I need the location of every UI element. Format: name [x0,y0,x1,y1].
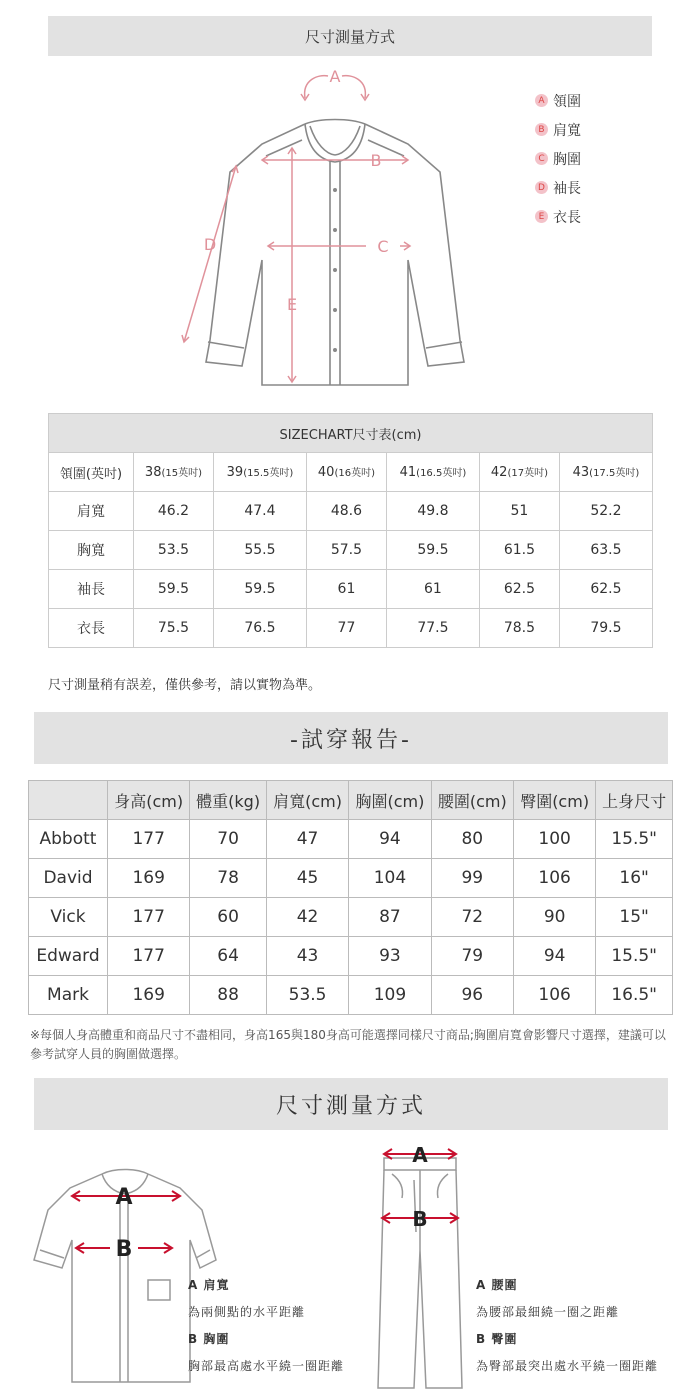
cell: 57.5 [306,531,386,570]
cell: 109 [349,976,431,1015]
cell: Edward [29,937,108,976]
legend-key: B [535,123,548,136]
legend-label: 領圍 [553,93,581,110]
cell: 177 [108,898,190,937]
table-row [49,492,653,531]
row-label: 肩寬 [49,492,134,531]
trial-report-table [28,780,673,1015]
cell: 59.5 [386,531,479,570]
pants-b-text: 為臀部最突出處水平繞一圈距離 [476,1359,659,1373]
cell: 61 [306,570,386,609]
cell: 49.8 [386,492,479,531]
cell: 80 [431,820,513,859]
pants-b-title: B 臀圍 [476,1332,518,1346]
cell: Mark [29,976,108,1015]
cell: 48.6 [306,492,386,531]
shirt-b-text: 胸部最高處水平繞一圈距離 [188,1359,345,1373]
cell: 104 [349,859,431,898]
measurement-legend [535,86,581,231]
cell: 16.5" [596,976,673,1015]
shirt-a-text: 為兩側點的水平距離 [188,1305,306,1319]
pants-label-a: A [412,1143,428,1167]
cell: 70 [190,820,267,859]
cell: 94 [513,937,595,976]
cell: 169 [108,976,190,1015]
cell: 42 [266,898,348,937]
size-header: 40(16英吋) [306,453,386,492]
size-chart-note: 尺寸測量稍有誤差，僅供參考，請以實物為準。 [48,678,322,693]
header-cell [29,781,108,820]
header-cell: 體重(kg) [190,781,267,820]
size-chart-header-label: 領圍(英吋) [49,453,134,492]
shirt-a-title: A 肩寬 [188,1278,230,1292]
cell: 51 [479,492,559,531]
size-chart-table [48,413,653,648]
size-header: 43(17.5英吋) [559,453,652,492]
cell: 79.5 [559,609,652,648]
table-row [29,976,673,1015]
cell: 169 [108,859,190,898]
cell: 43 [266,937,348,976]
shirt-b-title: B 胸圍 [188,1332,230,1346]
cell: 61 [386,570,479,609]
header-cell: 上身尺寸 [596,781,673,820]
cell: 62.5 [479,570,559,609]
cell: 79 [431,937,513,976]
header-cell: 胸圍(cm) [349,781,431,820]
size-chart-caption: SIZECHART尺寸表(cm) [49,414,653,453]
cell: 78.5 [479,609,559,648]
trial-report-note: ※每個人身高體重和商品尺寸不盡相同，身高165與180身高可能選擇同樣尺寸商品;胸圍肩寬會影響尺寸選擇，建議可以參考試穿人員的胸圍做選擇。 [30,1028,666,1061]
diagram-label-b: B [370,151,382,170]
cell: Abbott [29,820,108,859]
cell: David [29,859,108,898]
row-label: 衣長 [49,609,134,648]
header-cell: 肩寬(cm) [266,781,348,820]
cell: 15.5" [596,820,673,859]
table-row [29,898,673,937]
cell: 75.5 [134,609,214,648]
table-row [29,859,673,898]
shirt-label-a: A [115,1185,133,1210]
cell: 62.5 [559,570,652,609]
cell: 16" [596,859,673,898]
legend-key: C [535,152,548,165]
cell: 78 [190,859,267,898]
shirt-measure-description [188,1272,344,1380]
row-label: 袖長 [49,570,134,609]
size-header: 41(16.5英吋) [386,453,479,492]
legend-item [535,173,581,202]
cell: 46.2 [134,492,214,531]
cell: 60 [190,898,267,937]
cell: 177 [108,937,190,976]
cell: 47 [266,820,348,859]
legend-label: 胸圍 [553,151,581,168]
legend-item [535,86,581,115]
size-header: 39(15.5英吋) [213,453,306,492]
cell: 96 [431,976,513,1015]
pants-label-b: B [412,1207,428,1231]
size-header: 42(17英吋) [479,453,559,492]
trial-header-row [29,781,673,820]
cell: 106 [513,976,595,1015]
shirt-label-b: B [115,1237,133,1262]
legend-label: 衣長 [553,209,581,226]
section-title-trial-report: -試穿報告- [34,712,668,764]
cell: 52.2 [559,492,652,531]
cell: 59.5 [213,570,306,609]
cell: 87 [349,898,431,937]
cell: 76.5 [213,609,306,648]
legend-item [535,115,581,144]
cell: 106 [513,859,595,898]
cell: 88 [190,976,267,1015]
diagram-label-c: C [377,237,389,256]
cell: 55.5 [213,531,306,570]
cell: 72 [431,898,513,937]
size-chart-header-row [49,453,653,492]
cell: 99 [431,859,513,898]
diagram-label-a: A [329,67,341,86]
table-row [49,531,653,570]
pants-a-text: 為腰部最細繞一圈之距離 [476,1305,620,1319]
long-shirt-diagram [170,60,470,400]
diagram-label-d: D [203,235,217,254]
cell: 15" [596,898,673,937]
cell: 53.5 [266,976,348,1015]
diagram-label-e: E [286,295,298,314]
cell: 61.5 [479,531,559,570]
cell: Vick [29,898,108,937]
legend-key: D [535,181,548,194]
legend-label: 肩寬 [553,122,581,139]
cell: 77.5 [386,609,479,648]
table-row [29,820,673,859]
cell: 45 [266,859,348,898]
section-title-measurement-2: 尺寸測量方式 [34,1078,668,1130]
pants-diagram [370,1140,470,1390]
header-cell: 身高(cm) [108,781,190,820]
cell: 77 [306,609,386,648]
legend-label: 袖長 [553,180,581,197]
table-row [49,570,653,609]
section-title-measurement: 尺寸測量方式 [48,16,652,56]
cell: 63.5 [559,531,652,570]
cell: 15.5" [596,937,673,976]
pants-measure-description [476,1272,658,1380]
cell: 177 [108,820,190,859]
cell: 64 [190,937,267,976]
pants-a-title: A 腰圍 [476,1278,518,1292]
cell: 90 [513,898,595,937]
size-header: 38(15英吋) [134,453,214,492]
table-row [29,937,673,976]
legend-item [535,144,581,173]
cell: 94 [349,820,431,859]
legend-key: A [535,94,548,107]
cell: 100 [513,820,595,859]
cell: 59.5 [134,570,214,609]
table-row [49,609,653,648]
header-cell: 臀圍(cm) [513,781,595,820]
legend-item [535,202,581,231]
cell: 53.5 [134,531,214,570]
header-cell: 腰圍(cm) [431,781,513,820]
row-label: 胸寬 [49,531,134,570]
legend-key: E [535,210,548,223]
cell: 47.4 [213,492,306,531]
cell: 93 [349,937,431,976]
